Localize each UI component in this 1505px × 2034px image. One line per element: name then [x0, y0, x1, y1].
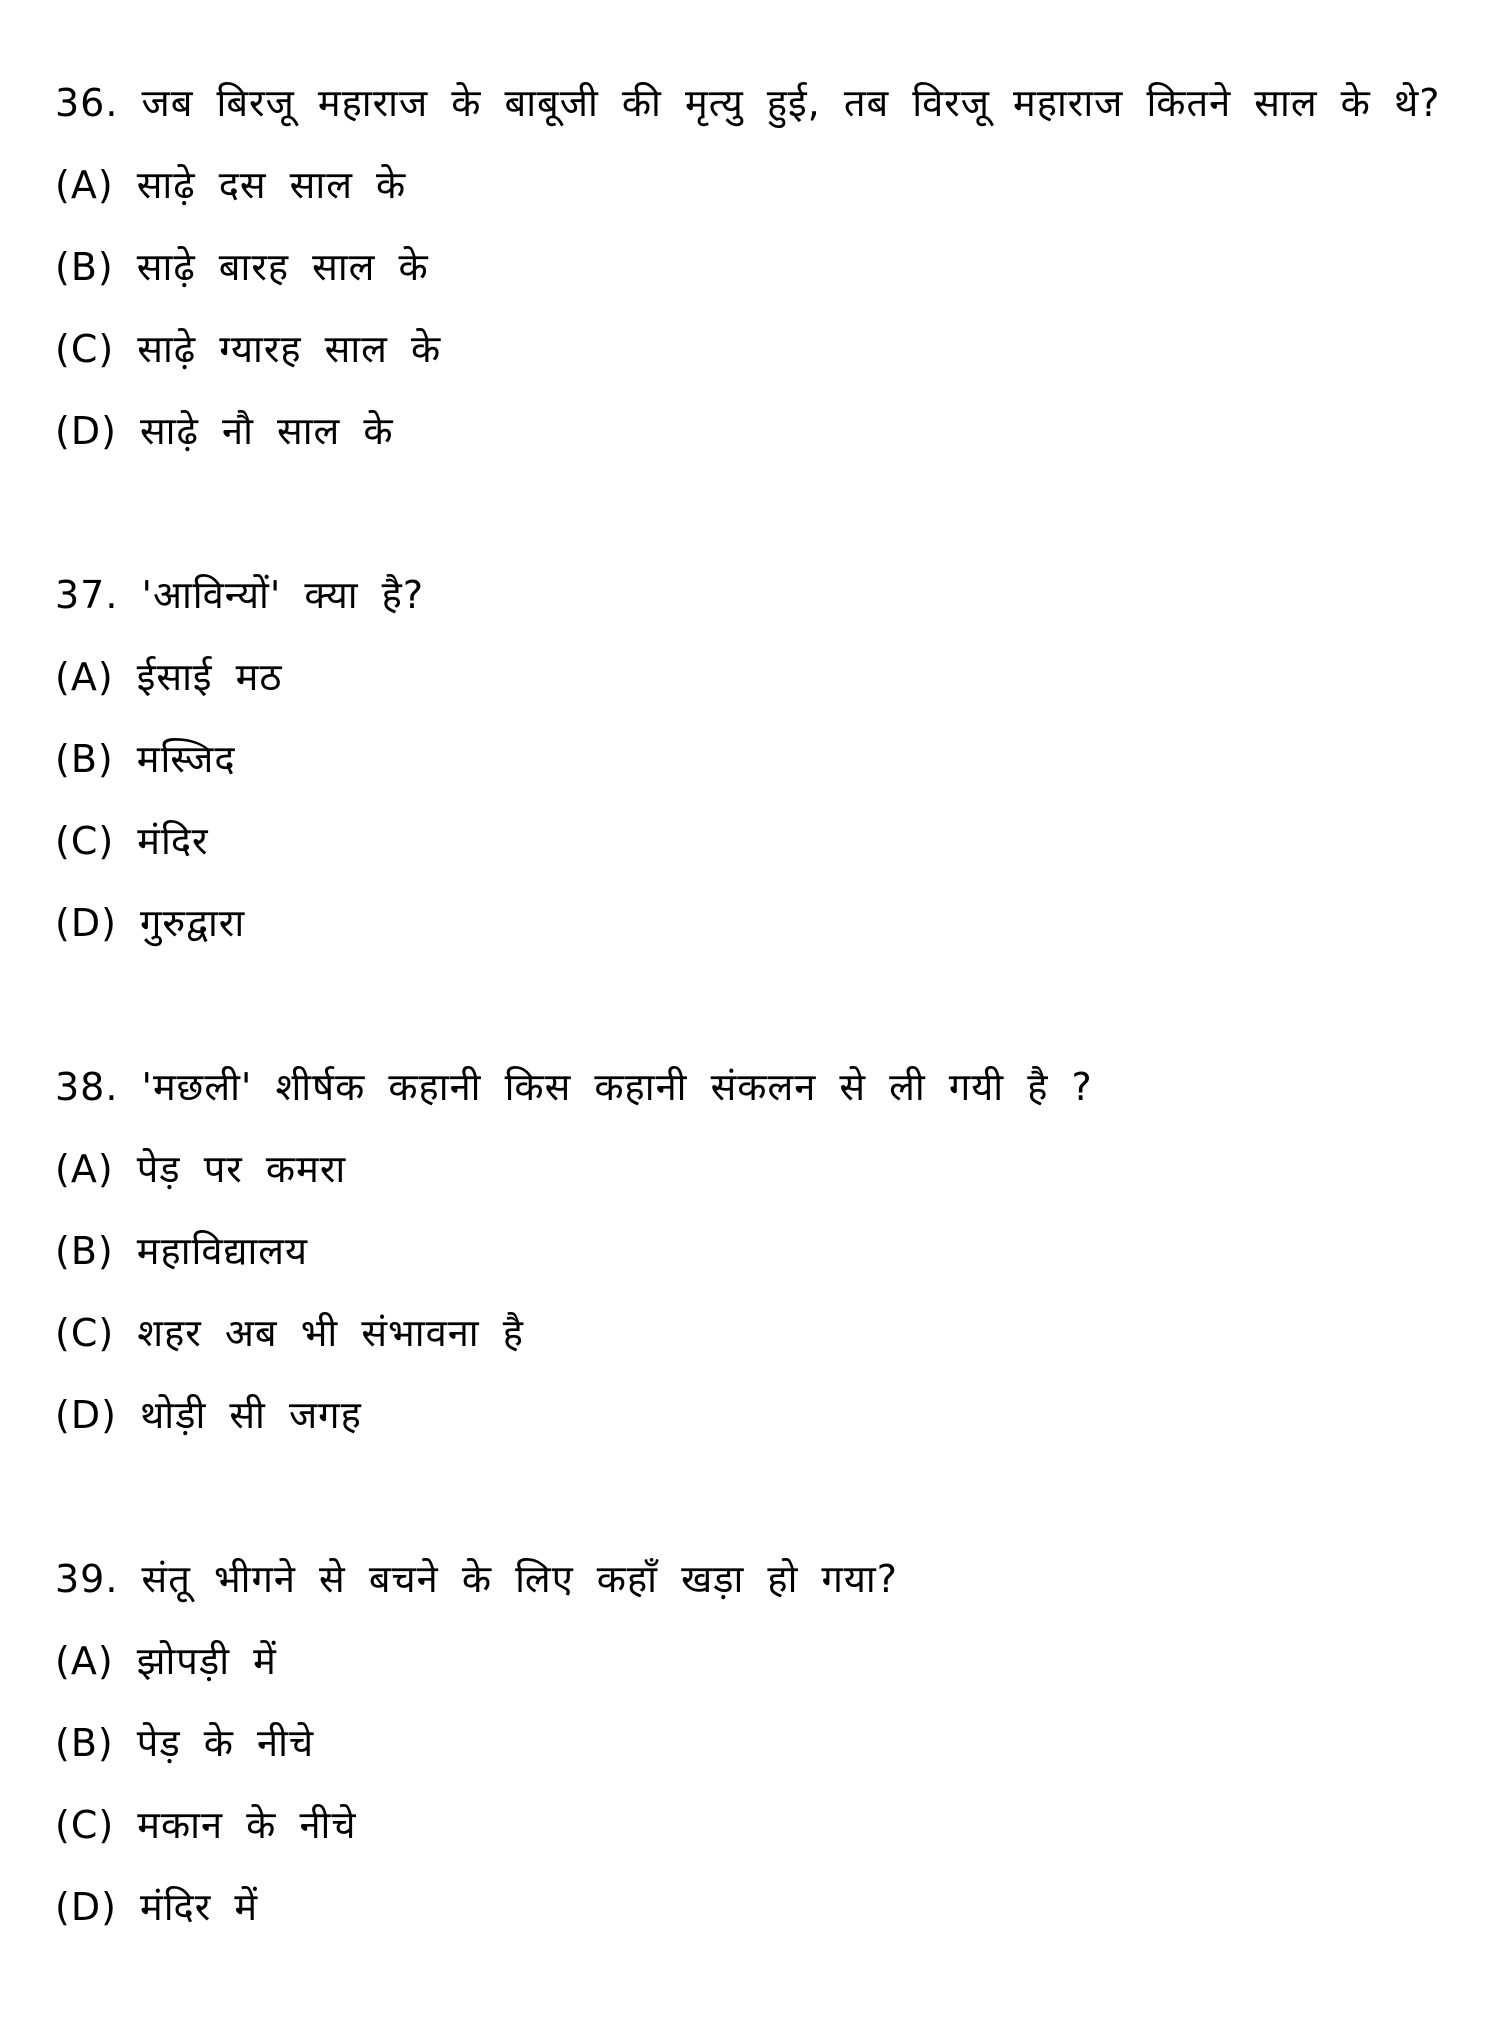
option-b: (B) साढ़े बारह साल के — [55, 245, 429, 289]
option-d: (D) थोड़ी सी जगह — [55, 1393, 362, 1437]
option-d: (D) गुरुद्वारा — [55, 901, 246, 945]
question-39 — [55, 1538, 1475, 1948]
question-text: 36. जब बिरजू महाराज के बाबूजी की मृत्यु हुई, तब विरजू महाराज कितने साल के थे? — [55, 81, 1441, 125]
option-b: (B) पेड़ के नीचे — [55, 1721, 315, 1765]
question-38 — [55, 1046, 1475, 1456]
question-text: 39. संतू भीगने से बचने के लिए कहाँ खड़ा हो गया? — [55, 1557, 898, 1601]
option-a: (A) पेड़ पर कमरा — [55, 1147, 347, 1191]
question-36 — [55, 62, 1475, 472]
option-a: (A) झोपड़ी में — [55, 1639, 277, 1683]
option-b: (B) महाविद्यालय — [55, 1229, 309, 1273]
option-d: (D) साढ़े नौ साल के — [55, 409, 394, 453]
option-b: (B) मस्जिद — [55, 737, 236, 781]
question-37 — [55, 554, 1475, 964]
option-a: (A) साढ़े दस साल के — [55, 163, 407, 207]
option-c: (C) शहर अब भी संभावना है — [55, 1311, 524, 1355]
question-text: 37. 'आविन्यों' क्या है? — [55, 573, 425, 617]
option-c: (C) मंदिर — [55, 819, 209, 863]
option-a: (A) ईसाई मठ — [55, 655, 283, 699]
option-c: (C) साढ़े ग्यारह साल के — [55, 327, 442, 371]
option-d: (D) मंदिर में — [55, 1885, 259, 1929]
question-text: 38. 'मछली' शीर्षक कहानी किस कहानी संकलन से ली गयी है ? — [55, 1065, 1093, 1109]
option-c: (C) मकान के नीचे — [55, 1803, 357, 1847]
